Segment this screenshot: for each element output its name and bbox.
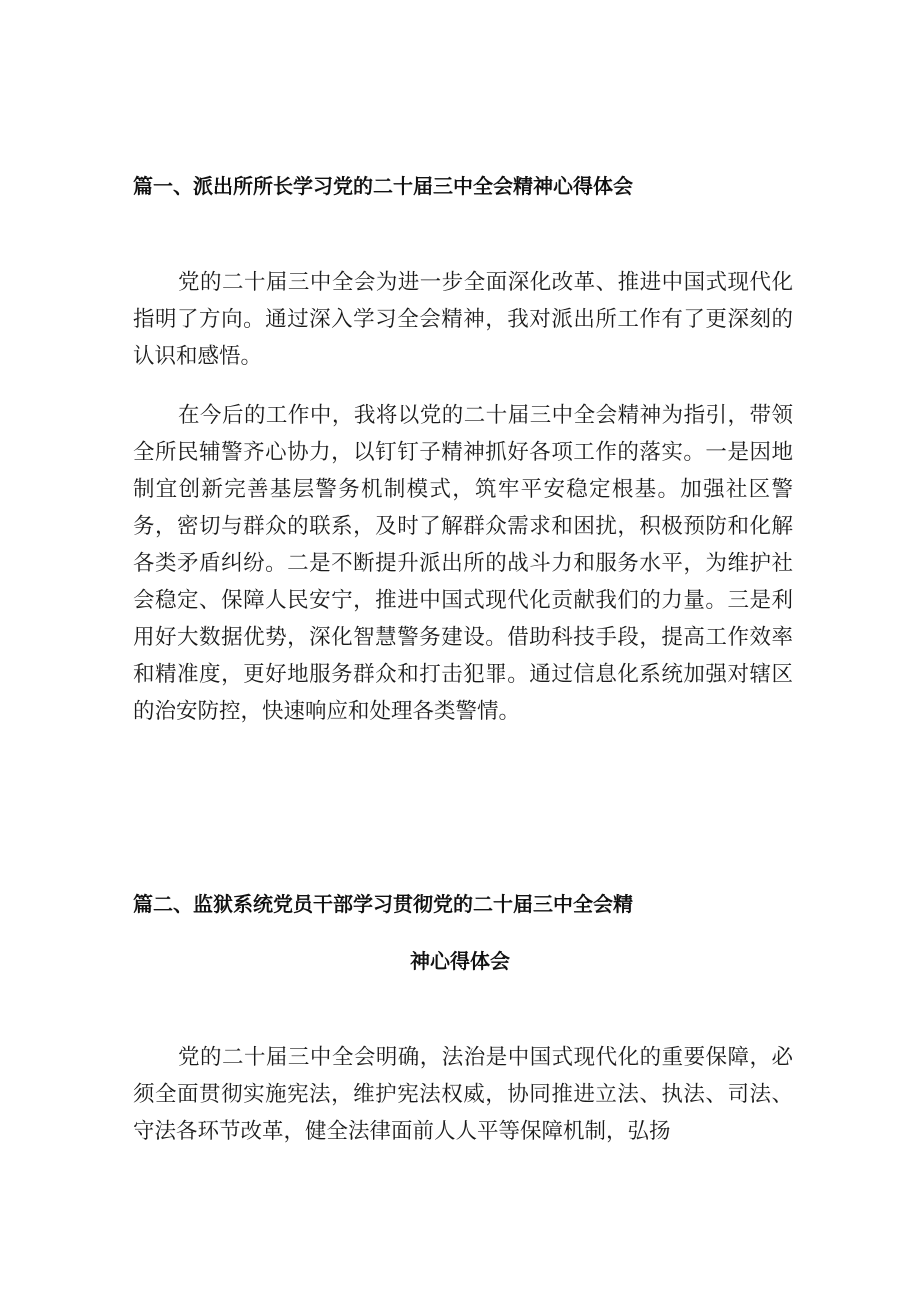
section-1-title: 篇一、派出所所长学习党的二十届三中全会精神心得体会 <box>133 174 633 198</box>
section-1-paragraph-1: 党的二十届三中全会为进一步全面深化改革、推进中国式现代化指明了方向。通过深入学习全会精神，我对派出所工作有了更深刻的认识和感悟。 <box>133 270 793 369</box>
section-2-paragraph-1: 党的二十届三中全会明确，法治是中国式现代化的重要保障，必须全面贯彻实施宪法，维护宪法权威，协同推进立法、执法、司法、守法各环节改革，健全法律面前人人平等保障机制，弘扬 <box>133 1045 793 1144</box>
section-1-paragraph-2: 在今后的工作中，我将以党的二十届三中全会精神为指引，带领全所民辅警齐心协力，以钉钉子精神抓好各项工作的落实。一是因地制宜创新完善基层警务机制模式，筑牢平安稳定根基。加强社区警务，密切与群众的联系，及时了解群众需求和困扰，积极预防和化解各类矛盾纠纷。二是不断提升派出所的战斗力和服务水平，为维护社会稳定、保障人民安宁，推进中国式现代化贡献我们的力量。三是利用好大数据优势，深化智慧警务建设。借助科技手段，提高工作效率和精准度，更好地服务群众和打击犯罪。通过信息化系统加强对辖区的治安防控，快速响应和处理各类警情。 <box>133 403 793 724</box>
section-2-title-line-1: 篇二、监狱系统党员干部学习贯彻党的二十届三中全会精 <box>133 892 633 916</box>
section-2-title-line-2: 神心得体会 <box>410 949 510 973</box>
